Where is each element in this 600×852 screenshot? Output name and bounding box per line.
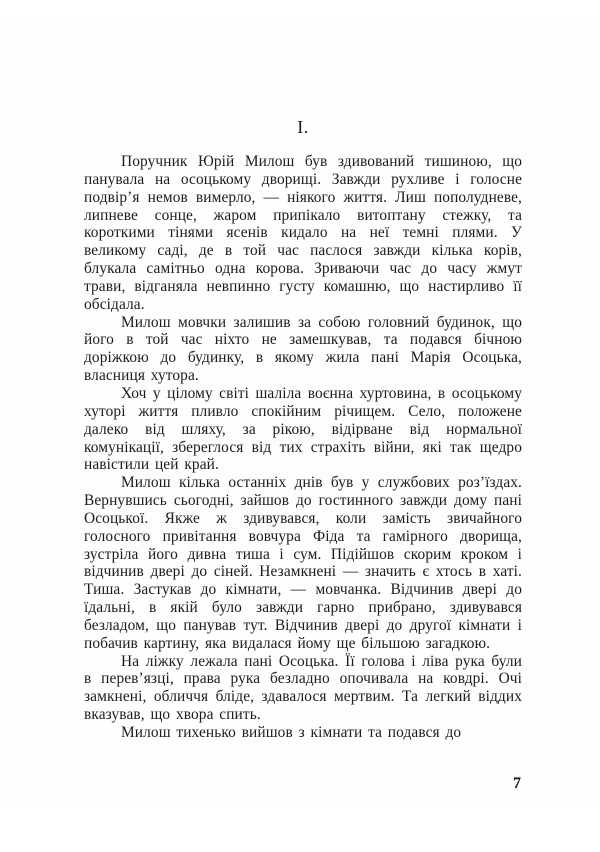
page-number: 7 bbox=[513, 775, 521, 792]
chapter-heading: I. bbox=[297, 117, 309, 137]
paragraph: Милош мовчки залишив за собою головний будинок, що його в той час ніхто не замешкував, та подався бічною доріжкою до будинку, в якому жила пані Марія Осоцька, власниця хутора. bbox=[84, 313, 522, 385]
paragraph: Поручник Юрій Милош був здивований тишиною, що панувала на осоцькому дворищі. Завжди рухливе і голосне подвір’я немов вимерло, — ніякого життя. Лиш пополудневе, липневе сонце, жаром припікало витоптану стежку, та короткими тінями ясенів кидало на неї темні плями. У великому саді, де в той час паслося завжди кілька корів, блукала самітньо одна корова. Зриваючи час до часу жмут трави, відганяла невпинно густу комашню, що настирливо її обсідала. bbox=[84, 153, 522, 313]
paragraph: Милош кілька останніх днів був у службових роз’їздах. Вернувшись сьогодні, зайшов до гостинного завжди дому пані Осоцької. Якже ж здивувався, коли замість звичайного голосного привітання вовчура Фіда та гамірного дворища, зустріла його дивна тиша і сум. Підійшов скорим кроком і відчинив двері до сіней. Незамкнені — значить є хтось в хаті. Тиша. Застукав до кімнати, — мовчанка. Відчинив двері до їдальні, в якій було завжди гарно прибрано, здивувався безладом, що панував тут. Відчинив двері до другої кімнати і побачив картину, яка видалася йому ще більшою загадкою. bbox=[84, 474, 522, 652]
paragraph: На ліжку лежала пані Осоцька. Її голова і ліва рука були в перев’язці, права рука безладно опочивала на ковдрі. Очі замкнені, обличчя бліде, здавалося мертвим. Та легкий віддих вказував, що хвора спить. bbox=[84, 652, 522, 724]
text-block bbox=[84, 117, 522, 742]
paragraph: Милош тихенько вийшов з кімнати та подався до bbox=[121, 724, 462, 741]
paragraph: Хоч у цілому світі шаліла воєнна хуртовина, в осоцькому хуторі життя пливло спокійним річищем. Село, положене далеко від шляху, за рікою, відірване від нормальної комунікації, збереглося від тих страхіть війни, які так щедро навістили цей край. bbox=[84, 384, 522, 474]
